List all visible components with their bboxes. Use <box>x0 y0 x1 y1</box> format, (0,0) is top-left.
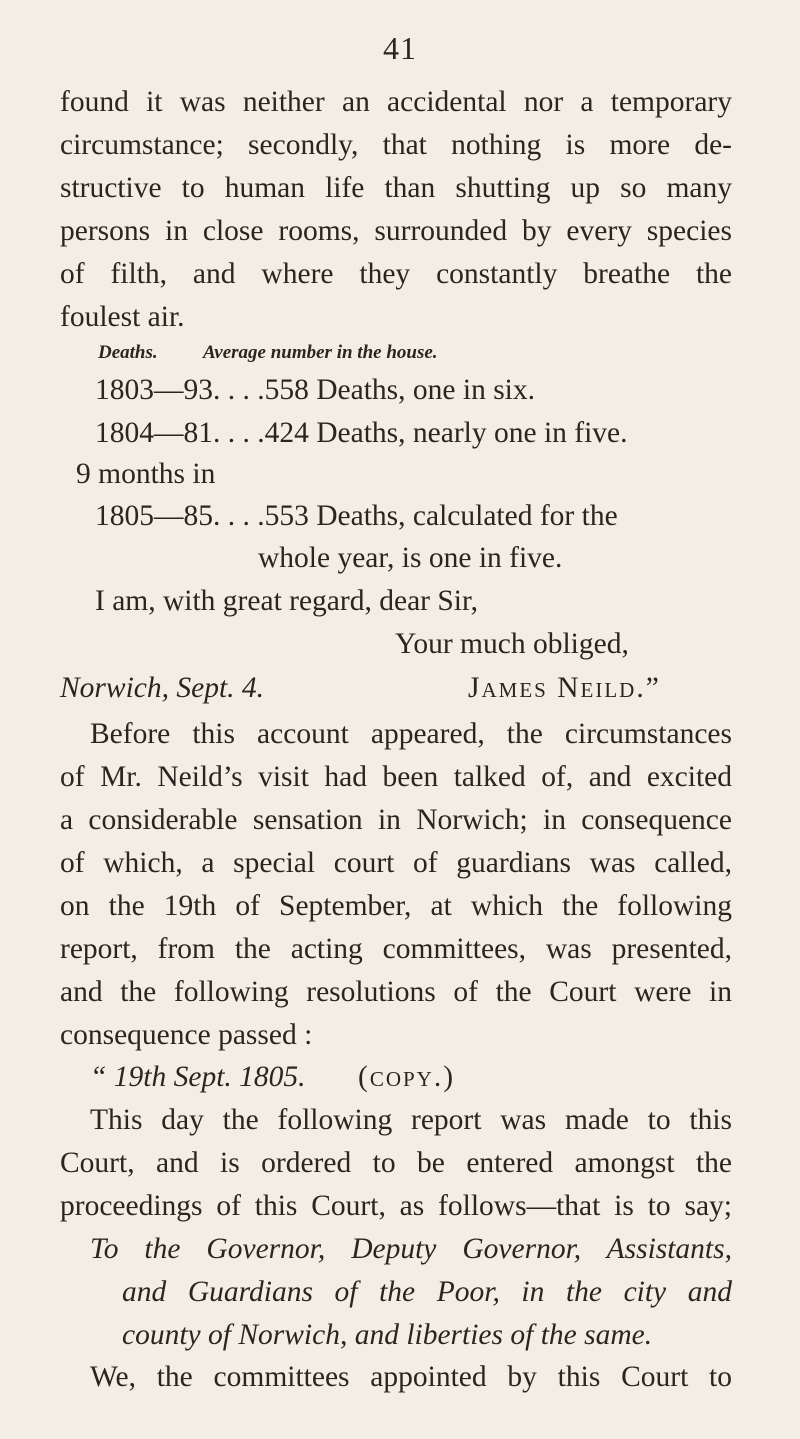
table-row: whole year, is one in five. <box>258 542 563 574</box>
signatory: James Neild.” <box>468 672 661 704</box>
text-line: and the following resolutions of the Court were in <box>60 976 732 1008</box>
text-line: a considerable sensation in Norwich; in consequence <box>60 804 732 836</box>
text-line: found it was neither an accidental nor a temporary <box>60 86 732 118</box>
table-row: 9 months in <box>76 458 216 490</box>
page-number: 41 <box>383 30 417 66</box>
text-line: structive to human life than shutting up so many <box>60 172 732 204</box>
text-line: circumstance; secondly, that nothing is more de- <box>60 129 732 161</box>
table-row: 1805—85. . . .553 Deaths, calculated for the <box>95 500 618 532</box>
text-line: consequence passed : <box>60 1019 313 1051</box>
table-row: 1804—81. . . .424 Deaths, nearly one in five. <box>95 417 628 449</box>
address-line: and Guardians of the Poor, in the city and <box>122 1276 732 1308</box>
address-line: county of Norwich, and liberties of the same. <box>122 1319 653 1351</box>
table-row: 1803—93. . . .558 Deaths, one in six. <box>95 374 536 406</box>
copy-label: (copy.) <box>358 1061 456 1093</box>
place-date: Norwich, Sept. 4. <box>60 672 265 704</box>
text-line: Before this account appeared, the circumstances <box>90 718 732 750</box>
copy-date: “ 19th Sept. 1805. <box>90 1061 306 1093</box>
text-line: proceedings of this Court, as follows—that is to say; <box>60 1190 732 1222</box>
text-line: on the 19th of September, at which the following <box>60 890 732 922</box>
text-line: of filth, and where they constantly breathe the <box>60 258 732 290</box>
text-line: Court, and is ordered to be entered amongst the <box>60 1147 732 1179</box>
table-header-deaths: Deaths. <box>98 342 158 363</box>
text-line: We, the committees appointed by this Court to <box>90 1361 732 1393</box>
table-header-average: Average number in the house. <box>203 342 438 363</box>
address-line: To the Governor, Deputy Governor, Assistants, <box>90 1233 732 1265</box>
closing-line: Your much obliged, <box>395 628 629 660</box>
text-line: report, from the acting committees, was presented, <box>60 933 732 965</box>
text-line: of which, a special court of guardians was called, <box>60 847 732 879</box>
closing-line: I am, with great regard, dear Sir, <box>95 585 478 617</box>
text-line: This day the following report was made to this <box>90 1104 732 1136</box>
text-line: persons in close rooms, surrounded by every species <box>60 215 732 247</box>
text-line: of Mr. Neild’s visit had been talked of, and excited <box>60 761 732 793</box>
text-line: foulest air. <box>60 301 185 333</box>
